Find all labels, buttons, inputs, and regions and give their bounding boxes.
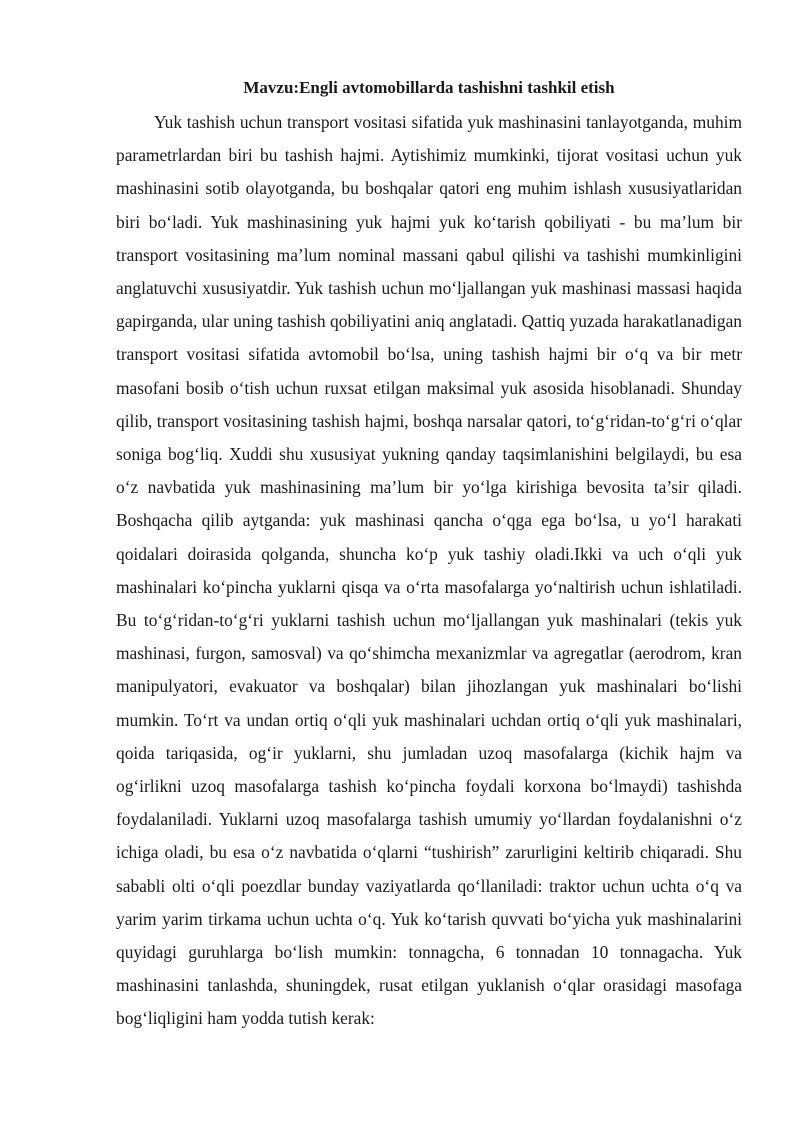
body-paragraph: Yuk tashish uchun transport vositasi sifatida yuk mashinasini tanlayotganda, muhim parametrlardan biri bu tashish hajmi. Aytishimiz mumkinki, tijorat vositasi uchun yuk mashinasini sotib olayotganda, bu boshqalar qatori eng muhim ishlash xususiyatlaridan biri bo‘ladi. Yuk mashinasining yuk hajmi yuk ko‘tarish qobiliyati - bu ma’lum bir transport vositasining ma’lum nominal massani qabul qilishi va tashishi mumkinligini anglatuvchi xususiyatdir. Yuk tashish uchun mo‘ljallangan yuk mashinasi massasi haqida gapirganda, ular uning tashish qobiliyatini aniq anglatadi. Qattiq yuzada harakatlanadigan transport vositasi sifatida avtomobil bo‘lsa, uning tashish hajmi bir o‘q va bir metr masofani bosib o‘tish uchun ruxsat etilgan maksimal yuk asosida hisoblanadi. Shunday qilib, transport vositasining tashish hajmi, boshqa narsalar qatori, to‘g‘ridan-to‘g‘ri o‘qlar soniga bog‘liq. Xuddi shu xususiyat yukning qanday taqsimlanishini belgilaydi, bu esa o‘z navbatida yuk mashinasining ma’lum bir yo‘lga kirishiga bevosita ta’sir qiladi. Boshqacha qilib aytganda: yuk mashinasi qancha o‘qga ega bo‘lsa, u yo‘l harakati qoidalari doirasida qolganda, shuncha ko‘p yuk tashiy oladi.Ikki va uch o‘qli yuk mashinalari ko‘pincha yuklarni qisqa va o‘rta masofalarga yo‘naltirish uchun ishlatiladi. Bu to‘g‘ridan-to‘g‘ri yuklarni tashish uchun mo‘ljallangan yuk mashinalari (tekis yuk mashinasi, furgon, samosval) va qo‘shimcha mexanizmlar va agregatlar (aerodrom, kran manipulyatori, evakuator va boshqalar) bilan jihozlangan yuk mashinalari bo‘lishi mumkin. To‘rt va undan ortiq o‘qli yuk mashinalari uchdan ortiq o‘qli yuk mashinalari, qoida tariqasida, og‘ir yuklarni, shu jumladan uzoq masofalarga (kichik hajm va og‘irlikni uzoq masofalarga tashish ko‘pincha foydali korxona bo‘lmaydi) tashishda foydalaniladi. Yuklarni uzoq masofalarga tashish umumiy yo‘llardan foydalanishni o‘z ichiga oladi, bu esa o‘z navbatida o‘qlarni “tushirish” zarurligini keltirib chiqaradi. Shu sababli olti o‘qli poezdlar bunday vaziyatlarda qo‘llaniladi: traktor uchun uchta o‘q va yarim yarim tirkama uchun uchta o‘q. Yuk ko‘tarish quvvati bo‘yicha yuk mashinalarini quyidagi guruhlarga bo‘lish mumkin: tonnagcha, 6 tonnadan 10 tonnagacha. Yuk mashinasini tanlashda, shuningdek, rusat etilgan yuklanish o‘qlar orasidagi masofaga bog‘liqligini ham yodda tutish kerak: xyxy=(116,112,742,1029)
document-title: Mavzu:Engli avtomobillarda tashishni tashkil etish xyxy=(243,78,615,97)
